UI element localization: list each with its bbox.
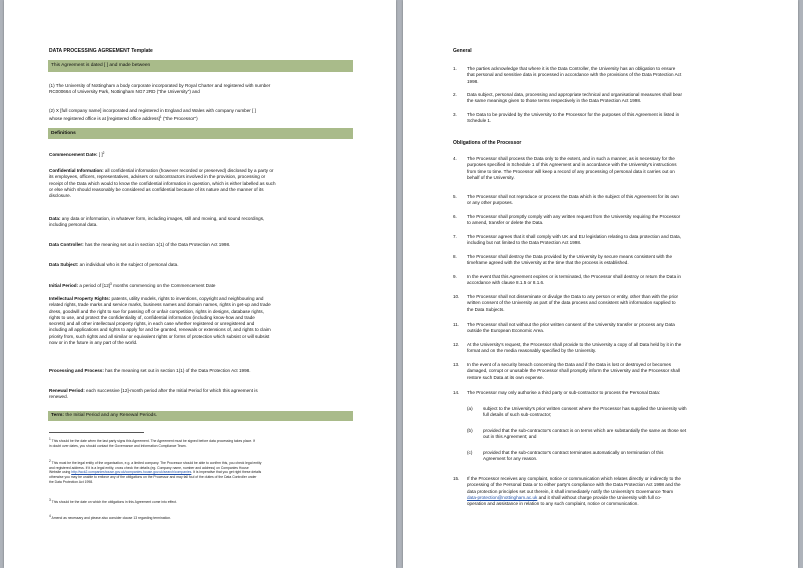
clause-number: 9.	[453, 274, 457, 279]
clause-number: 14.	[453, 390, 460, 395]
clause-15: If the Processor receives any complaint, notice or communication which relates directly or indirectly to the processing of the Personal Data or to either party's compliance with the Data Protection Act 1998 and the data protection principles set out therein, it shall immediately notify the University's Governance Team data-protection@nottingham.ac.uk and it shall without charge provide the University with full co- operation and assistance in relation to any such complaint, notice or communication.	[467, 476, 681, 507]
subclause-c: provided that the sub-contractor's contract terminates automatically on termination of this Agreement for any reason.	[483, 450, 664, 462]
document-page-left	[4, 0, 396, 568]
clause-8: The Processor shall destroy the Data provided by the University by secure means consistent with the timeframe agreed with the University at the time that the process is established.	[467, 254, 673, 266]
clause-number: 8.	[453, 254, 457, 259]
clause-number: 6.	[453, 214, 457, 219]
clause-number: 1.	[453, 66, 457, 71]
companies-house-link[interactable]: http://wck2.companieshouse.gov.uk/companies.house.gov.uk/search/companies	[71, 470, 192, 475]
definitions-band	[48, 128, 353, 139]
footnote-separator	[49, 432, 144, 433]
clause-number: 3.	[453, 112, 457, 117]
definitions-heading: Definitions	[51, 131, 76, 136]
clause-number: 5.	[453, 194, 457, 199]
definition-intellectual-property-rights: Intellectual Property Rights: patents, utility models, rights to inventions, copyright and neighbouring and related rights, trade marks and service marks, business names and domain names, rights in get-up and trade dress, goodwill and the right to sue for passing off or unfair competition, rights in designs, database rights, rights to use, and protect the confidentiality of, confidential information (including know-how and trade secrets) and all other intellectual property rights, in each case whether registered or unregistered and including all applications and rights to apply for and be granted, renewals or extensions of, and rights to claim priority from, such rights and all similar or equivalent rights or forms of protection which subsist or will subsist now or in the future in any part of the world.	[49, 296, 271, 346]
clause-number: 13.	[453, 362, 460, 367]
definition-confidential-information: Confidential Information: all confidential information (however recorded or preserved) disclosed by a party or its employees, officers, representatives, advisers or subcontractors involved in the provision, processing or receipt of the Data which would to know the confidential information in question, which is either labelled as such or else which should reasonably be considered as confidential because of its nature and the manner of its disclosure.	[49, 168, 276, 199]
footnote-3: 3 This should be the date on which the obligations in this Agreement come into effect.	[49, 498, 177, 504]
party-1-text: (1) The University of Nottingham a body corporate incorporated by Royal Charter and registered with number RC000664 of University Park, Nottingham NG7 2RD ("the University") and	[49, 83, 271, 95]
clause-7: The Processor agrees that it shall comply with UK and EU legislation relating to data protection and Data, including but not limited to the Data Protection Act 1998.	[467, 234, 681, 246]
definition-commencement-date: Commencement Date: [ ]$^2$	[49, 151, 105, 157]
clause-9: In the event that this Agreement expires or is terminated, the Processor shall destroy or return the Data in accordance with clause 8.1.5 or 8.1.6.	[467, 274, 681, 286]
agreement-title: DATA PROCESSING AGREEMENT Template	[49, 48, 153, 54]
definition-data-subject: Data Subject: an individual who is the subject of personal data.	[49, 262, 179, 267]
clause-number: 4.	[453, 156, 457, 161]
clause-number: 2.	[453, 92, 457, 97]
clause-13: In the event of a security breach concerning the Data and if the Data is lost or destroyed or becomes damaged, corrupt or unusable the Processor shall promptly inform the University and the Processor shall restore such Data at its own expense.	[467, 362, 680, 380]
clause-number: 7.	[453, 234, 457, 239]
obligations-heading: Obligations of the Processor	[453, 140, 522, 146]
clause-number: 10.	[453, 294, 460, 299]
general-heading: General	[453, 48, 472, 54]
subclause-b: provided that the sub-contractor's contract is on terms which are substantially the same as those set out in this Agreement; and	[483, 428, 687, 440]
footnote-4: 4 Amend as necessary and please also consider clause 13 regarding termination.	[49, 514, 172, 520]
data-protection-email-link[interactable]: data-protection@nottingham.ac.uk	[467, 494, 538, 500]
clause-10: The Processor shall not disseminate or divulge the Data to any person or entity, other than with the prior written consent of the University as part of the data process and consistent with information supplied to the Data Subjects.	[467, 294, 679, 312]
definition-term: Term: the Initial Period and any Renewal Periods.	[51, 413, 158, 418]
definition-processing: Processing and Process: has the meaning set out in section 1(1) of the Data Protection Act 1998.	[49, 368, 251, 373]
clause-5: The Processor shall not reproduce or process the Data which is the subject of this Agreement for its own or any other purposes.	[467, 194, 679, 206]
clause-4: The Processor shall process the Data only to the extent, and in such a manner, as is necessary for the purposes specified in Schedule 1 of this Agreement and in accordance with the University's instructions from time to time. The Processor will keep a record of any processing of personal data it carries out on behalf of the University.	[467, 156, 677, 180]
clause-1: The parties acknowledge that where it is the Data Controller, the University has an obligation to ensure that personal and sensitive data is processed in accordance with the provisions of the Data Protection Act 1998.	[467, 66, 682, 84]
clause-12: At the University's request, the Processor shall provide to the University a copy of all Data held by it in the format and on the media reasonably specified by the University.	[467, 342, 682, 354]
clause-number: 12.	[453, 342, 460, 347]
subclause-letter: (a)	[467, 406, 473, 411]
party-2-text: (2) X [full company name] incorporated and registered in England and Wales with company number [ ] whose registered office is at [registered office address]$^1$ ("the Processor")	[49, 108, 256, 122]
footnote-1: 1 This should be the date when the last party signs this Agreement. The Agreement must be signed before data processing takes place. If in doubt over dates, you should contact the Governance and Information Compliance Team.	[49, 437, 255, 448]
clause-14: The Processor may only authorise a third party or sub-contractor to process the Personal Data:	[467, 390, 661, 395]
subclause-a: subject to the University's prior written consent where the Processor has supplied the University with full details of such sub-contractor;	[483, 406, 687, 418]
definition-data-controller: Data Controller: has the meaning set out in section 1(1) of the Data Protection Act 1998.	[49, 242, 231, 247]
definition-renewal-period: Renewal Period: each successive [12]-month period after the Initial Period for which this agreement is renewed.	[49, 388, 258, 400]
definition-initial-period: Initial Period: a period of $[12]^3$ months commencing on the Commencement Date	[49, 282, 216, 288]
subclause-letter: (c)	[467, 450, 473, 455]
definition-data: Data: any data or information, in whatever form, including images, still and moving, and sound recordings, including personal data.	[49, 216, 265, 228]
footnote-2: 2 This must be the legal entity of the organisation, e.g. a limited company. The Processor should be able to confirm this, you check legal entity and registered address. If it is a legal entity, cross check the details (eg. Company name, number and address) on Companies House Website using http://wck2.companieshouse.gov.uk/companies.house.gov.uk/search/companies. It is imperative that you get right these details otherwise you may be unable to enforce any of the obligations on the Processor and may fall foul of the duties of the Data Controller under the Data Protection Act 1998.	[49, 459, 262, 484]
document-page-right	[403, 0, 798, 568]
clause-6: The Processor shall promptly comply with any written request from the University requiring the Processor to amend, transfer or delete the Data.	[467, 214, 681, 226]
clause-3: The Data to be provided by the University to the Processor for the purposes of this Agreement is listed in Schedule 1.	[467, 112, 680, 124]
clause-11: The Processor shall not without the prior written consent of the University transfer or process any Data outside the European Economic Area.	[467, 322, 675, 334]
clause-2: Data subject, personal data, processing and appropriate technical and organisational measures shall bear the same meanings given to those terms respectively in the Data Protection Act 1998.	[467, 92, 683, 104]
agreement-dated-text: This Agreement is dated [ ] and made between	[51, 63, 151, 68]
clause-number: 15.	[453, 476, 460, 481]
clause-number: 11.	[453, 322, 460, 327]
subclause-letter: (b)	[467, 428, 473, 433]
